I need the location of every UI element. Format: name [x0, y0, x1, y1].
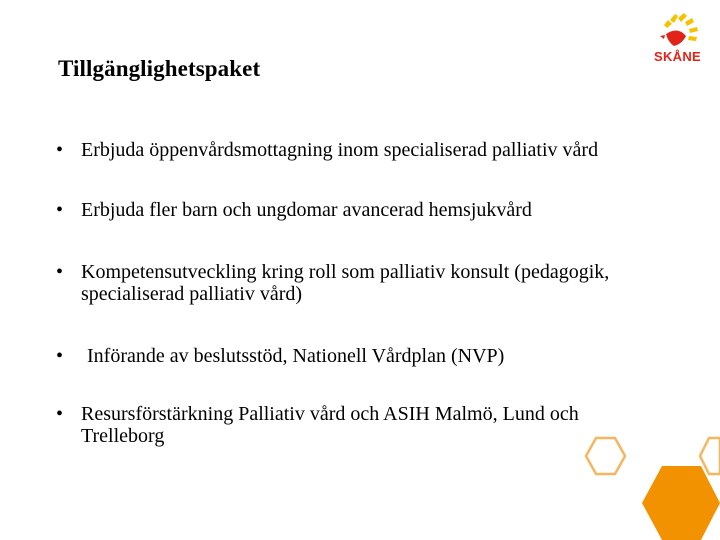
bullet-item	[56, 139, 656, 161]
bullet-item	[56, 261, 656, 305]
bullet-dot: •	[56, 139, 64, 161]
bullet-item	[56, 345, 656, 367]
bullet-dot: •	[56, 345, 64, 367]
bullet-text: Kompetensutveckling kring roll som palliativ konsult (pedagogik, specialiserad palliativ vård)	[81, 261, 610, 305]
bullet-text: Resursförstärkning Palliativ vård och ASIH Malmö, Lund och Trelleborg	[81, 403, 579, 447]
bullet-item	[56, 199, 656, 221]
bullet-item	[56, 403, 656, 447]
hexagon-outline-left	[586, 438, 625, 474]
bullet-text: Erbjuda fler barn och ungdomar avancerad hemsjukvård	[81, 199, 532, 221]
bullet-dot: •	[56, 261, 64, 283]
bullet-list	[56, 139, 656, 447]
hexagon-decoration	[582, 404, 720, 540]
slide-title: Tillgänglighetspaket	[58, 56, 261, 81]
logo-wordmark: SKÅNE	[654, 49, 702, 64]
hexagon-outline-right	[700, 438, 720, 474]
hexagon-filled	[642, 466, 720, 540]
bullet-dot: •	[56, 199, 64, 221]
bullet-text: Erbjuda öppenvårdsmottagning inom specialiserad palliativ vård	[81, 139, 599, 161]
bullet-text: Införande av beslutsstöd, Nationell Vårdplan (NVP)	[87, 345, 505, 367]
bullet-dot: •	[56, 403, 64, 425]
